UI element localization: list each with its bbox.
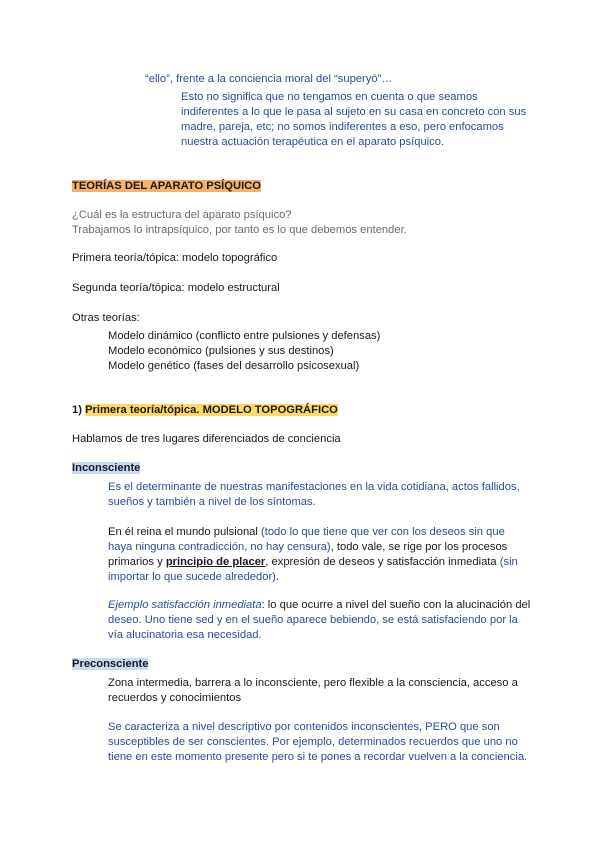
text-run: importar lo que sucede alrededor) [108, 571, 276, 583]
intro-line-2: indiferentes a lo que le pasa al sujeto en su casa en concreto con sus [181, 106, 527, 118]
text-run: , todo vale, se rige por los procesos [330, 541, 508, 553]
paragraph-line: Se caracteriza a nivel descriptivo por contenidos inconscientes, PERO que son [108, 721, 500, 733]
paragraph-line [108, 598, 530, 613]
text-run: haya ninguna contradicción, no hay censura) [108, 541, 331, 553]
text-run: . [275, 571, 280, 583]
question-block [72, 208, 407, 238]
preconsciente-heading-text: Preconsciente [72, 658, 149, 670]
example-label: Ejemplo satisfacción inmediata [108, 599, 262, 611]
section-title [72, 179, 261, 194]
paragraph-line: vía alucinatoria esa necesidad. [108, 629, 262, 641]
inconsciente-para-1 [108, 480, 520, 510]
list-item: Modelo económico (pulsiones y sus destinos) [108, 345, 334, 357]
paragraph-line: sueños y también a nivel de los síntomas. [108, 496, 316, 508]
paragraph-line: susceptibles de ser conscientes. Por ejemplo, determinados recuerdos que uno no [108, 736, 518, 748]
intro-line-1: Esto no significa que no tengamos en cuenta o que seamos [181, 91, 478, 103]
question-subline: Trabajamos lo intrapsíquico, por tanto es lo que debemos entender. [72, 224, 407, 236]
intro-paragraph [181, 90, 526, 150]
subsection-number: 1) [72, 404, 82, 416]
inconsciente-heading-text: Inconsciente [72, 462, 141, 474]
first-theory: Primera teoría/tópica: modelo topográfico [72, 252, 278, 264]
text-run: : lo que ocurre a nivel del sueño con la alucinación del [261, 599, 531, 611]
intro-line-4: nuestra actuación terapéutica en el aparato psíquico. [181, 136, 445, 148]
intro-line-3: madre, pareja, etc; no somos indiferentes a eso, pero enfocamos [181, 121, 504, 133]
preconsciente-para-2 [108, 720, 527, 765]
inconsciente-para-3 [108, 598, 530, 643]
other-theories-heading: Otras teorías: [72, 312, 140, 324]
question-line: ¿Cuál es la estructura del aparato psíquico? [72, 209, 292, 221]
inconsciente-para-2 [108, 525, 518, 585]
text-run: (sin [499, 556, 518, 568]
paragraph-line [108, 540, 518, 555]
paragraph-line [108, 570, 518, 585]
subsection-heading [72, 403, 338, 418]
other-theories-list [108, 329, 380, 374]
subsection-title: Primera teoría/tópica. MODELO TOPOGRÁFICO [85, 404, 338, 416]
text-run: En él reina el mundo pulsional [108, 526, 261, 538]
section-title-text: TEORÍAS DEL APARATO PSÍQUICO [72, 180, 261, 192]
preconsciente-heading [72, 657, 148, 672]
preconsciente-para-1 [108, 676, 518, 706]
list-item: Modelo dinámico (conflicto entre pulsiones y defensas) [108, 330, 381, 342]
list-item: Modelo genético (fases del desarrollo psicosexual) [108, 360, 360, 372]
paragraph-line: Es el determinante de nuestras manifestaciones en la vida cotidiana, actos fallidos, [108, 481, 520, 493]
paragraph-line: Zona intermedia, barrera a lo inconsciente, pero flexible a la consciencia, acceso a [108, 677, 518, 689]
paragraph-line [108, 555, 518, 570]
inconsciente-heading [72, 461, 140, 476]
second-theory: Segunda teoría/tópica: modelo estructural [72, 282, 280, 294]
principio-de-placer: principio de placer [165, 556, 266, 568]
paragraph-line: deseo. Uno tiene sed y en el sueño aparece bebiendo, se está satisfaciendo por la [108, 614, 518, 626]
conciencia-intro: Hablamos de tres lugares diferenciados de conciencia [72, 433, 341, 445]
intro-line: “ello”, frente a la conciencia moral del “superyó”… [145, 73, 393, 85]
paragraph-line: tiene en este momento presente pero si te pones a recordar vuelven a la conciencia. [108, 751, 528, 763]
paragraph-line [108, 525, 518, 540]
text-run: (todo lo que tiene que ver con los deseos sin que [261, 526, 505, 538]
paragraph-line: recuerdos y conocimientos [108, 692, 242, 704]
text-run: , expresión de deseos y satisfacción inmediata [265, 556, 500, 568]
text-run: primarios y [108, 556, 166, 568]
